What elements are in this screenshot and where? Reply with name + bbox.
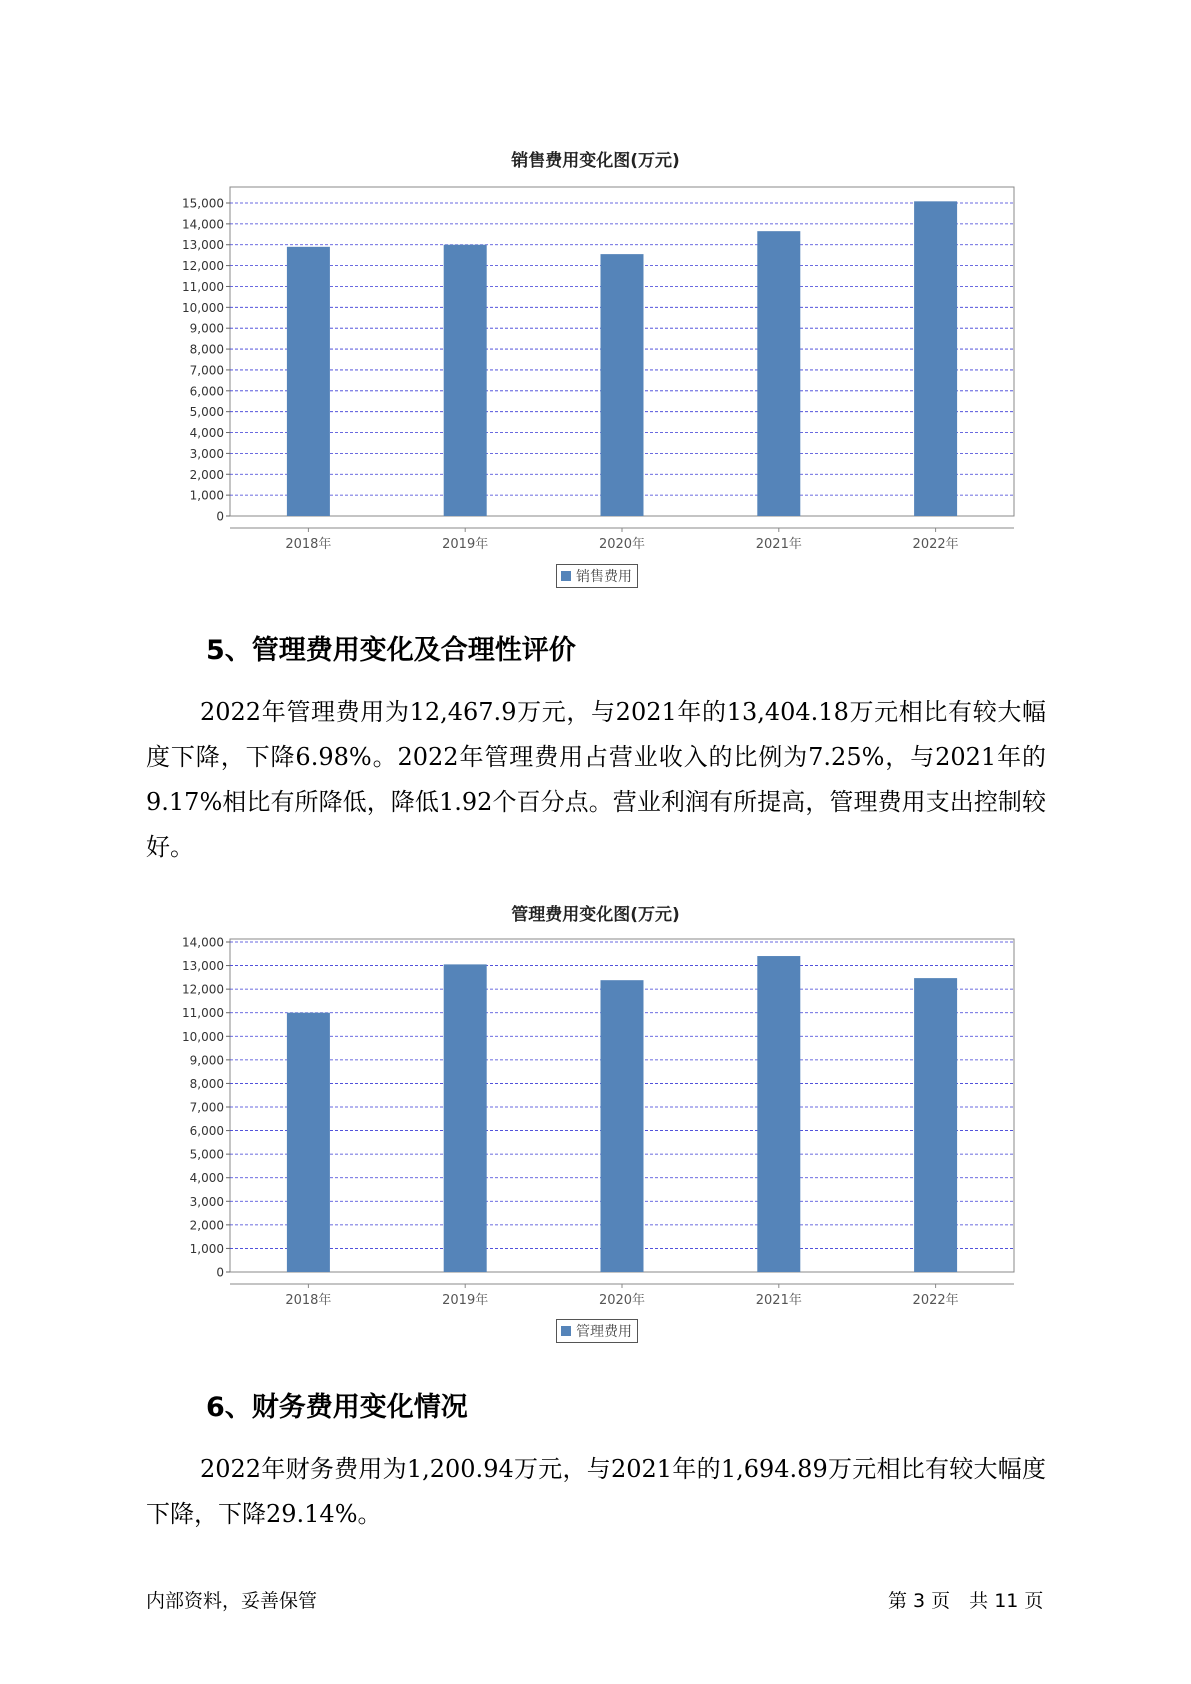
x-tick-label: 2018年 <box>285 537 332 552</box>
y-tick-label: 10,000 <box>182 300 224 315</box>
bar <box>287 1013 330 1272</box>
y-tick-label: 11,000 <box>182 1006 224 1021</box>
y-tick-label: 12,000 <box>182 982 224 997</box>
y-tick-label: 4,000 <box>189 426 224 441</box>
y-tick-label: 13,000 <box>182 238 224 253</box>
bar <box>601 980 644 1272</box>
y-tick-label: 9,000 <box>189 1053 224 1068</box>
x-tick-label: 2018年 <box>285 1293 332 1308</box>
y-tick-label: 0 <box>216 509 224 524</box>
footer-left: 内部资料，妥善保管 <box>146 1590 318 1612</box>
y-tick-label: 10,000 <box>182 1029 224 1044</box>
sales-chart-title: 销售费用变化图(万元) <box>511 151 680 171</box>
bar <box>914 978 957 1272</box>
section5-heading: 5、管理费用变化及合理性评价 <box>206 635 576 666</box>
admin-chart-legend <box>556 1319 638 1343</box>
x-tick-label: 2022年 <box>912 537 959 552</box>
section6-paragraph: 2022年财务费用为1,200.94万元，与2021年的1,694.89万元相比有较大幅度下降，下降29.14%。 <box>146 1455 1046 1528</box>
x-tick-label: 2022年 <box>912 1293 959 1308</box>
x-tick-label: 2019年 <box>442 1293 489 1308</box>
y-tick-label: 2,000 <box>189 1218 224 1233</box>
y-tick-label: 11,000 <box>182 279 224 294</box>
y-tick-label: 2,000 <box>189 467 224 482</box>
y-tick-label: 5,000 <box>189 1147 224 1162</box>
y-tick-label: 8,000 <box>189 1076 224 1091</box>
y-tick-label: 1,000 <box>189 488 224 503</box>
admin-legend-label: 管理费用 <box>576 1324 632 1340</box>
x-tick-label: 2020年 <box>598 1293 646 1308</box>
section6-heading: 6、财务费用变化情况 <box>206 1392 468 1423</box>
bar <box>444 964 487 1272</box>
section5-paragraph: 2022年管理费用为12,467.9万元，与2021年的13,404.18万元相比有较大幅度下降，下降6.98%。2022年管理费用占营业收入的比例为7.25%，与2021年的9.17%相比有所降低，降低1.92个百分点。营业利润有所提高，管理费用支出控制较好。 <box>146 698 1046 861</box>
y-tick-label: 6,000 <box>189 1124 224 1139</box>
y-tick-label: 13,000 <box>182 959 224 974</box>
y-tick-label: 7,000 <box>189 1100 224 1115</box>
y-tick-label: 3,000 <box>189 446 224 461</box>
y-tick-label: 8,000 <box>189 342 224 357</box>
x-tick-label: 2020年 <box>598 537 646 552</box>
bar <box>757 956 800 1272</box>
sales-legend-label: 销售费用 <box>576 569 632 585</box>
y-tick-label: 3,000 <box>189 1194 224 1209</box>
y-tick-label: 0 <box>216 1265 224 1280</box>
y-tick-label: 1,000 <box>189 1241 224 1256</box>
y-tick-label: 4,000 <box>189 1171 224 1186</box>
y-tick-label: 15,000 <box>182 196 224 211</box>
y-tick-label: 9,000 <box>189 321 224 336</box>
footer-right: 第 3 页 共 11 页 <box>888 1590 1044 1612</box>
y-tick-label: 12,000 <box>182 259 224 274</box>
admin-chart-title: 管理费用变化图(万元) <box>511 905 680 925</box>
y-tick-label: 5,000 <box>189 405 224 420</box>
x-tick-label: 2019年 <box>442 537 489 552</box>
legend-swatch <box>561 1326 571 1336</box>
y-tick-label: 6,000 <box>189 384 224 399</box>
y-tick-label: 14,000 <box>182 217 224 232</box>
y-tick-label: 7,000 <box>189 363 224 378</box>
x-tick-label: 2021年 <box>755 1293 802 1308</box>
x-tick-label: 2021年 <box>755 537 802 552</box>
y-tick-label: 14,000 <box>182 935 224 950</box>
